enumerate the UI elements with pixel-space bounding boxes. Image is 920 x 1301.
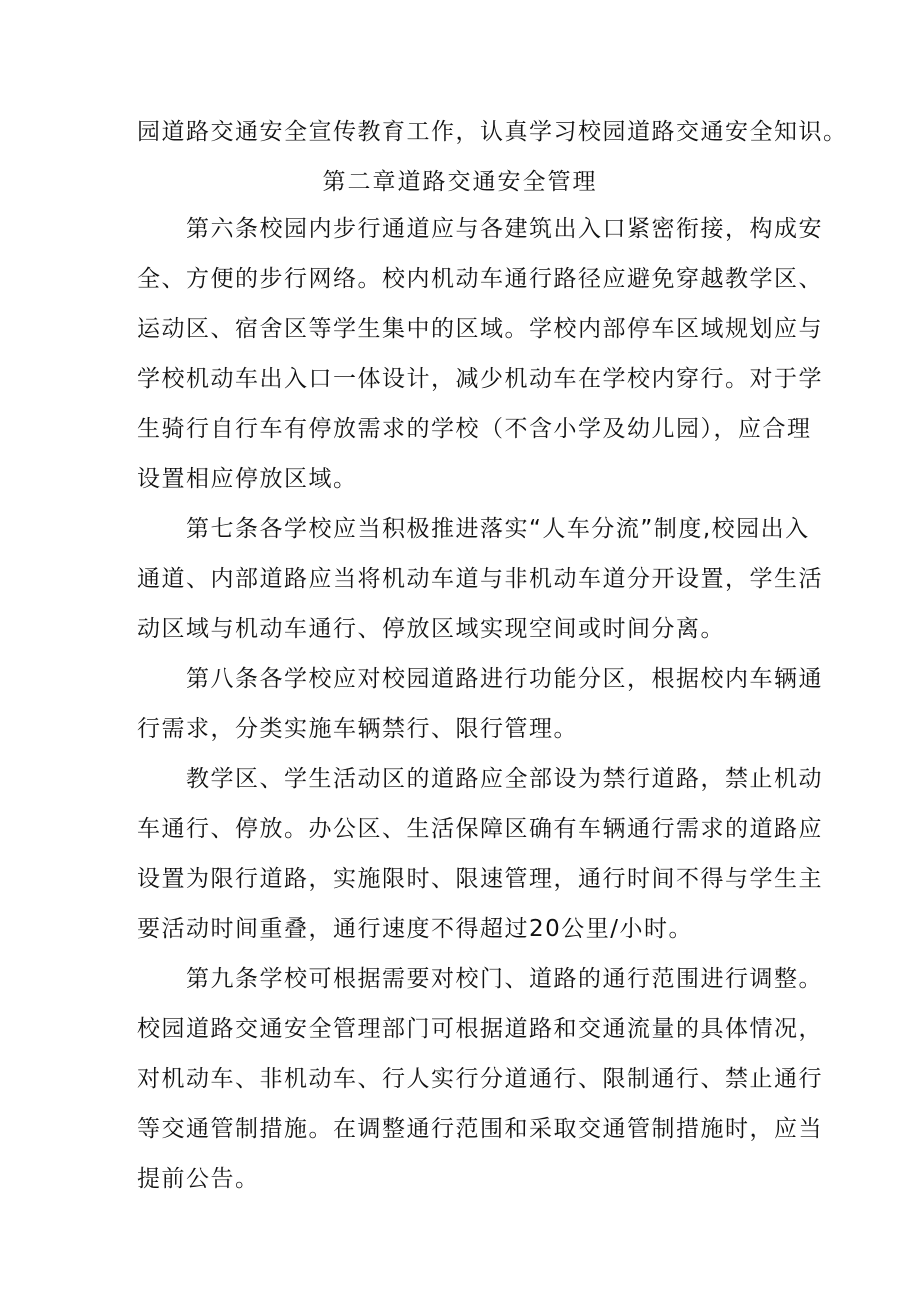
zoning-line: 教学区、学生活动区的道路应全部设为禁行道路，禁止机动	[186, 766, 823, 792]
article-8-line: 行需求，分类实施车辆禁行、限行管理。	[137, 716, 578, 742]
article-9-line: 等交通管制措施。在调整通行范围和采取交通管制措施时，应当	[137, 1116, 823, 1142]
zoning-line: 设置为限行道路，实施限时、限速管理，通行时间不得与学生主	[137, 866, 823, 892]
article-7-line: 第七条各学校应当积极推进落实“人车分流”制度,校园出入	[186, 516, 810, 542]
article-6-line: 生骑行自行车有停放需求的学校（不含小学及幼儿园），应合理	[137, 416, 812, 442]
article-9-line: 提前公告。	[137, 1166, 260, 1192]
chapter-heading: 第二章道路交通安全管理	[322, 169, 598, 195]
article-7-line: 通道、内部道路应当将机动车道与非机动车道分开设置，学生活	[137, 566, 823, 592]
zoning-line: 要活动时间重叠，通行速度不得超过20公里/小时。	[137, 916, 694, 942]
article-7-line: 动区域与机动车通行、停放区域实现空间或时间分离。	[137, 616, 725, 642]
article-6-line: 运动区、宿舍区等学生集中的区域。学校内部停车区域规划应与	[137, 316, 823, 342]
article-6-line: 设置相应停放区域。	[137, 466, 358, 492]
article-6-line: 学校机动车出入口一体设计，减少机动车在学校内穿行。对于学	[137, 366, 823, 392]
article-9-line: 对机动车、非机动车、行人实行分道通行、限制通行、禁止通行	[137, 1066, 823, 1092]
intro-line: 园道路交通安全宣传教育工作，认真学习校园道路交通安全知识。	[137, 119, 848, 145]
article-6-line: 全、方便的步行网络。校内机动车通行路径应避免穿越教学区、	[137, 266, 823, 292]
article-8-line: 第八条各学校应对校园道路进行功能分区，根据校内车辆通	[186, 666, 823, 692]
article-9-line: 第九条学校可根据需要对校门、道路的通行范围进行调整。	[186, 966, 823, 992]
article-9-line: 校园道路交通安全管理部门可根据道路和交通流量的具体情况，	[137, 1016, 823, 1042]
zoning-line: 车通行、停放。办公区、生活保障区确有车辆通行需求的道路应	[137, 816, 823, 842]
article-6-line: 第六条校园内步行通道应与各建筑出入口紧密衔接，构成安	[186, 216, 823, 242]
